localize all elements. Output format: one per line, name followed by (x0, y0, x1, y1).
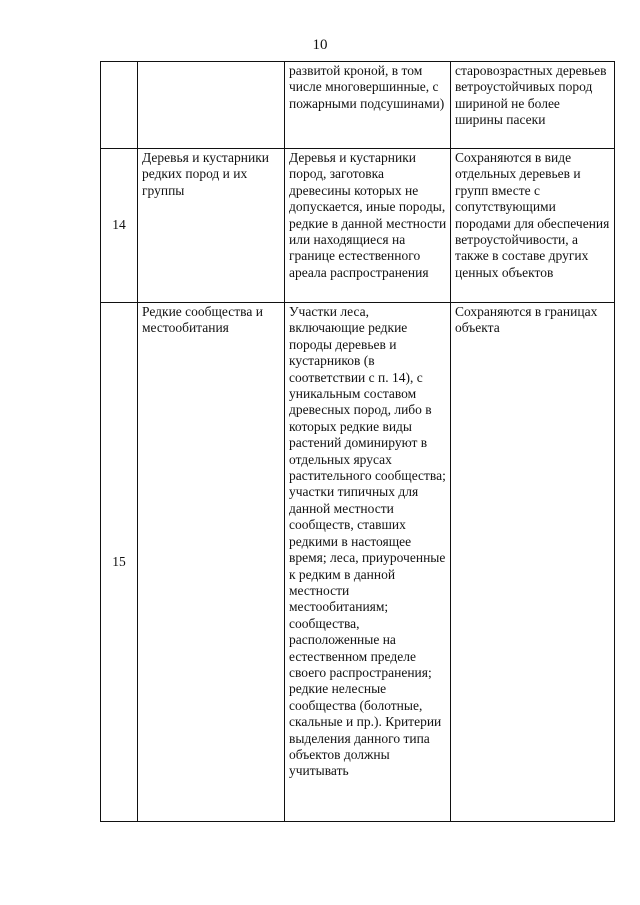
table-row-continued (101, 62, 615, 149)
preservation-rule-cell: старовозрастных деревьев ветроустойчивых пород шириной не более ширины пасеки (451, 62, 615, 149)
row-number-cell: 14 (101, 149, 138, 303)
table-row-14 (101, 149, 615, 303)
page-number: 10 (312, 37, 328, 53)
preservation-rule-cell: Сохраняются в границах объекта (451, 303, 615, 822)
object-name-cell: Редкие сообщества и местообитания (138, 303, 285, 822)
object-name-cell: Деревья и кустарники редких пород и их группы (138, 149, 285, 303)
object-description-cell: Деревья и кустарники пород, заготовка древесины которых не допускается, иные породы, редкие в данной местности или находящиеся на границе естественного ареала распространения (285, 149, 451, 303)
row-number-cell: 15 (101, 303, 138, 822)
object-description-cell: Участки леса, включающие редкие породы деревьев и кустарников (в соответствии с п. 14), с уникальным составом древесных пород, либо в которых редкие виды растений доминируют в отдельных ярусах растительного сообщества; участки типичных для данной местности сообществ, ставших редкими в настоящее время; леса, приуроченные к редким в данной местности местообитаниям; сообщества, расположенные на естественном пределе своего распространения; редкие нелесные сообщества (болотные, скальные и пр.). Критерии выделения данного типа объектов должны учитывать (285, 303, 451, 822)
row-number-cell (101, 62, 138, 149)
object-name-cell (138, 62, 285, 149)
table-row-15 (101, 303, 615, 822)
hcv-objects-table (100, 61, 615, 822)
preservation-rule-cell: Сохраняются в виде отдельных деревьев и групп вместе с сопутствующими породами для обеспечения ветроустойчивости, а также в составе других ценных объектов (451, 149, 615, 303)
object-description-cell: развитой кроной, в том числе многовершинные, с пожарными подсушинами) (285, 62, 451, 149)
